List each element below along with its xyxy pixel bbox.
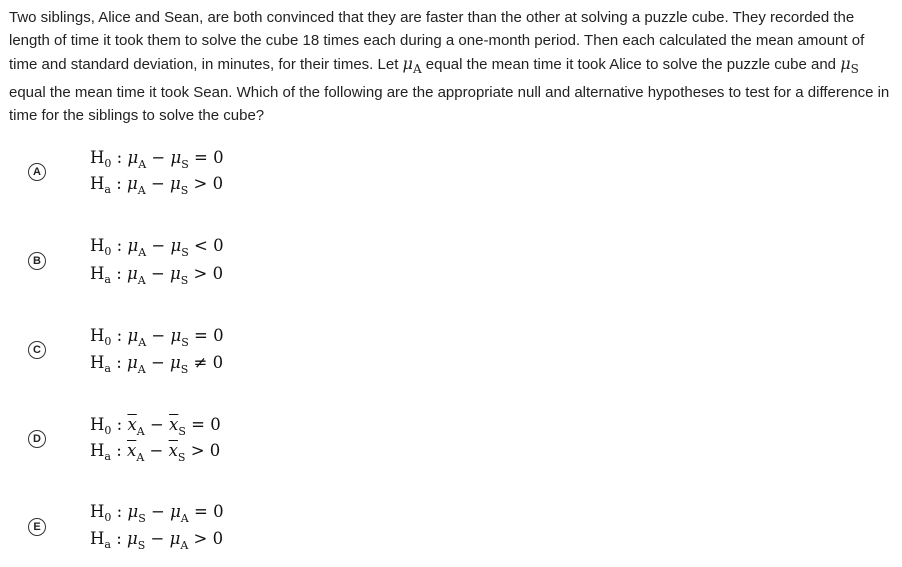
null-hypothesis-a: $H_0$ : $\mu_A - \mu_S = 0$ xyxy=(90,148,224,171)
null-hypothesis-c: $H_0$ : $\mu_A - \mu_S = 0$ xyxy=(90,326,224,349)
alternative-hypothesis-d: $H_a$ : $\overline{x}_A - \overline{x}_S > 0$ xyxy=(90,441,221,464)
alternative-hypothesis-e: $H_a$ : $\mu_S - \mu_A > 0$ xyxy=(90,529,224,552)
mu-s-subscript: S xyxy=(850,62,859,76)
answer-choice-a[interactable] xyxy=(0,145,902,205)
mu-a-symbol: μ xyxy=(402,54,413,73)
null-hypothesis-e: $H_0$ : $\mu_S - \mu_A = 0$ xyxy=(90,502,224,525)
question-part-3: equal the mean time it took Sean. Which of the following are the appropriate null and alternative hypotheses to test for a difference in time for the siblings to solve the cube? xyxy=(9,84,890,124)
choice-letter-d-icon[interactable]: D xyxy=(28,430,46,448)
null-hypothesis-d: $H_0$ : $\overline{x}_A - \overline{x}_S = 0$ xyxy=(90,415,221,438)
question-part-1: Two siblings, Alice and Sean, are both convinced that they are faster than the other at solving a puzzle cube. They recorded the length of time it took them to solve the cube 18 times each during a one-month period. Then each calculated the mean amount of time and standard deviation, in minutes, for their times. Let xyxy=(9,9,865,73)
question-text xyxy=(9,6,895,127)
alternative-hypothesis-a: $H_a$ : $\mu_A - \mu_S > 0$ xyxy=(90,174,224,197)
answer-choice-b[interactable] xyxy=(0,234,902,294)
choice-letter-b-icon[interactable]: B xyxy=(28,252,46,270)
answer-choice-e[interactable] xyxy=(0,500,902,560)
mu-a-subscript: A xyxy=(412,62,422,76)
alternative-hypothesis-b: $H_a$ : $\mu_A - \mu_S > 0$ xyxy=(90,264,224,287)
question-part-2: equal the mean time it took Alice to solve the puzzle cube and xyxy=(421,56,841,73)
alternative-hypothesis-c: $H_a$ : $\mu_A - \mu_S \ne 0$ xyxy=(90,353,224,376)
mu-s-symbol: μ xyxy=(840,54,851,73)
choice-letter-c-icon[interactable]: C xyxy=(28,341,46,359)
answer-choice-d[interactable] xyxy=(0,412,902,472)
answer-choice-c[interactable] xyxy=(0,323,902,383)
choice-letter-e-icon[interactable]: E xyxy=(28,518,46,536)
null-hypothesis-b: $H_0$ : $\mu_A - \mu_S < 0$ xyxy=(90,236,224,259)
choice-letter-a-icon[interactable]: A xyxy=(28,163,46,181)
